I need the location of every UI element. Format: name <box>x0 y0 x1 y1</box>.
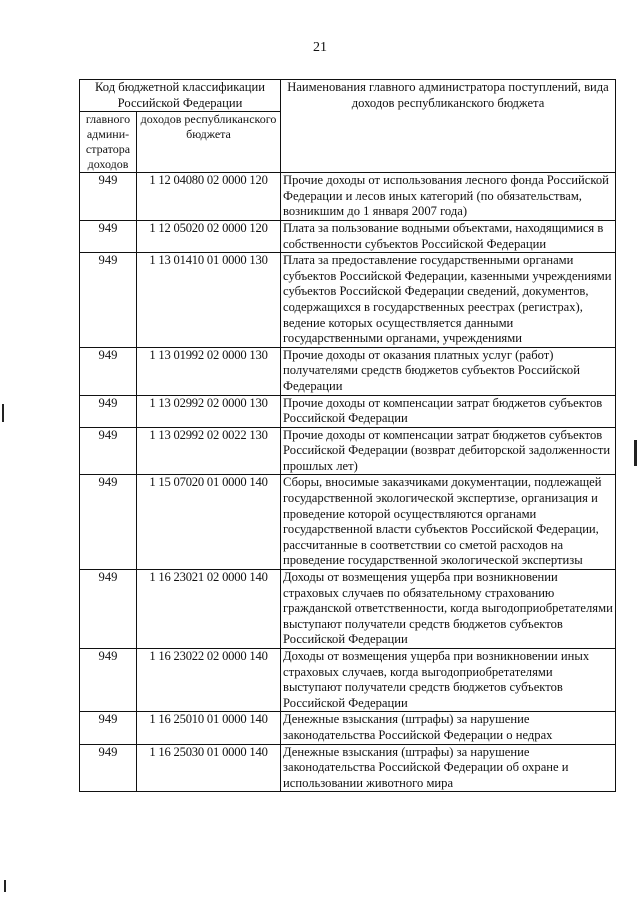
budget-classification-code-header: Код бюджетной классификации Российской Федерации <box>80 80 281 112</box>
admin-code-cell: 949 <box>80 220 137 252</box>
table-row <box>80 649 616 712</box>
income-code-cell: 1 16 23021 02 0000 140 <box>137 570 281 649</box>
income-name-cell: Прочие доходы от компенсации затрат бюджетов субъектов Российской Федерации (возврат дебиторской задолженности прошлых лет) <box>281 427 616 475</box>
table-row <box>80 395 616 427</box>
scan-margin-mark <box>634 440 637 466</box>
income-name-cell: Прочие доходы от использования лесного фонда Российской Федерации и лесов иных категорий (по обязательствам, возникшим до 1 января 2007 года) <box>281 173 616 221</box>
income-name-cell: Денежные взыскания (штрафы) за нарушение законодательства Российской Федерации об охране и использовании животного мира <box>281 744 616 792</box>
income-name-cell: Прочие доходы от оказания платных услуг (работ) получателями средств бюджетов субъектов Российской Федерации <box>281 347 616 395</box>
income-name-cell: Плата за предоставление государственными органами субъектов Российской Федерации, казенными учреждениями субъектов Российской Федерации сведений, документов, содержащихся в государственных реестрах (регистрах), ведение которых осуществляется данными государственными органами, учреждениями <box>281 253 616 348</box>
admin-code-cell: 949 <box>80 570 137 649</box>
income-name-cell: Прочие доходы от компенсации затрат бюджетов субъектов Российской Федерации <box>281 395 616 427</box>
admin-code-cell: 949 <box>80 475 137 570</box>
admin-code-cell: 949 <box>80 712 137 744</box>
income-code-cell: 1 12 05020 02 0000 120 <box>137 220 281 252</box>
income-code-cell: 1 15 07020 01 0000 140 <box>137 475 281 570</box>
admin-code-cell: 949 <box>80 173 137 221</box>
income-code-cell: 1 13 02992 02 0000 130 <box>137 395 281 427</box>
table-row <box>80 712 616 744</box>
table-row <box>80 427 616 475</box>
table-row <box>80 220 616 252</box>
table-row <box>80 253 616 348</box>
income-name-cell: Доходы от возмещения ущерба при возникновении иных страховых случаев, когда выгодоприобретателями выступают получатели средств бюджетов субъектов Российской Федерации <box>281 649 616 712</box>
scan-margin-mark <box>2 404 4 422</box>
income-code-cell: 1 13 02992 02 0022 130 <box>137 427 281 475</box>
admin-code-cell: 949 <box>80 347 137 395</box>
income-name-cell: Денежные взыскания (штрафы) за нарушение законодательства Российской Федерации о недрах <box>281 712 616 744</box>
admin-code-cell: 949 <box>80 395 137 427</box>
income-name-cell: Доходы от возмещения ущерба при возникновении страховых случаев по обязательному страхованию гражданской ответственности, когда выгодоприобретателями выступают получатели средств бюджетов субъектов Российской Федерации <box>281 570 616 649</box>
budget-classification-table <box>79 79 616 792</box>
admin-code-cell: 949 <box>80 427 137 475</box>
table-row <box>80 570 616 649</box>
income-code-cell: 1 13 01992 02 0000 130 <box>137 347 281 395</box>
income-code-cell: 1 12 04080 02 0000 120 <box>137 173 281 221</box>
income-code-cell: 1 16 23022 02 0000 140 <box>137 649 281 712</box>
admin-code-cell: 949 <box>80 649 137 712</box>
income-name-cell: Плата за пользование водными объектами, находящимися в собственности субъектов Российской Федерации <box>281 220 616 252</box>
admin-code-cell: 949 <box>80 744 137 792</box>
table-header-row <box>80 80 616 112</box>
table-row <box>80 744 616 792</box>
table-row <box>80 173 616 221</box>
republican-budget-income-header: доходов республиканского бюджета <box>137 112 281 173</box>
income-name-cell: Сборы, вносимые заказчиками документации, подлежащей государственной экологической экспертизе, организация и проведение которой осуществляются органами государственной власти субъектов Российской Федерации, рассчитанные в соответствии со сметой расходов на проведение государственной экологической экспертизы <box>281 475 616 570</box>
page-number: 21 <box>313 40 327 55</box>
scan-margin-mark <box>4 880 6 892</box>
table-row <box>80 475 616 570</box>
income-code-cell: 1 16 25010 01 0000 140 <box>137 712 281 744</box>
admin-code-cell: 949 <box>80 253 137 348</box>
main-administrator-header: главного админи-стратора доходов <box>80 112 137 173</box>
income-code-cell: 1 13 01410 01 0000 130 <box>137 253 281 348</box>
administrator-name-header: Наименования главного администратора поступлений, вида доходов республиканского бюджета <box>281 80 616 173</box>
table-row <box>80 347 616 395</box>
income-code-cell: 1 16 25030 01 0000 140 <box>137 744 281 792</box>
